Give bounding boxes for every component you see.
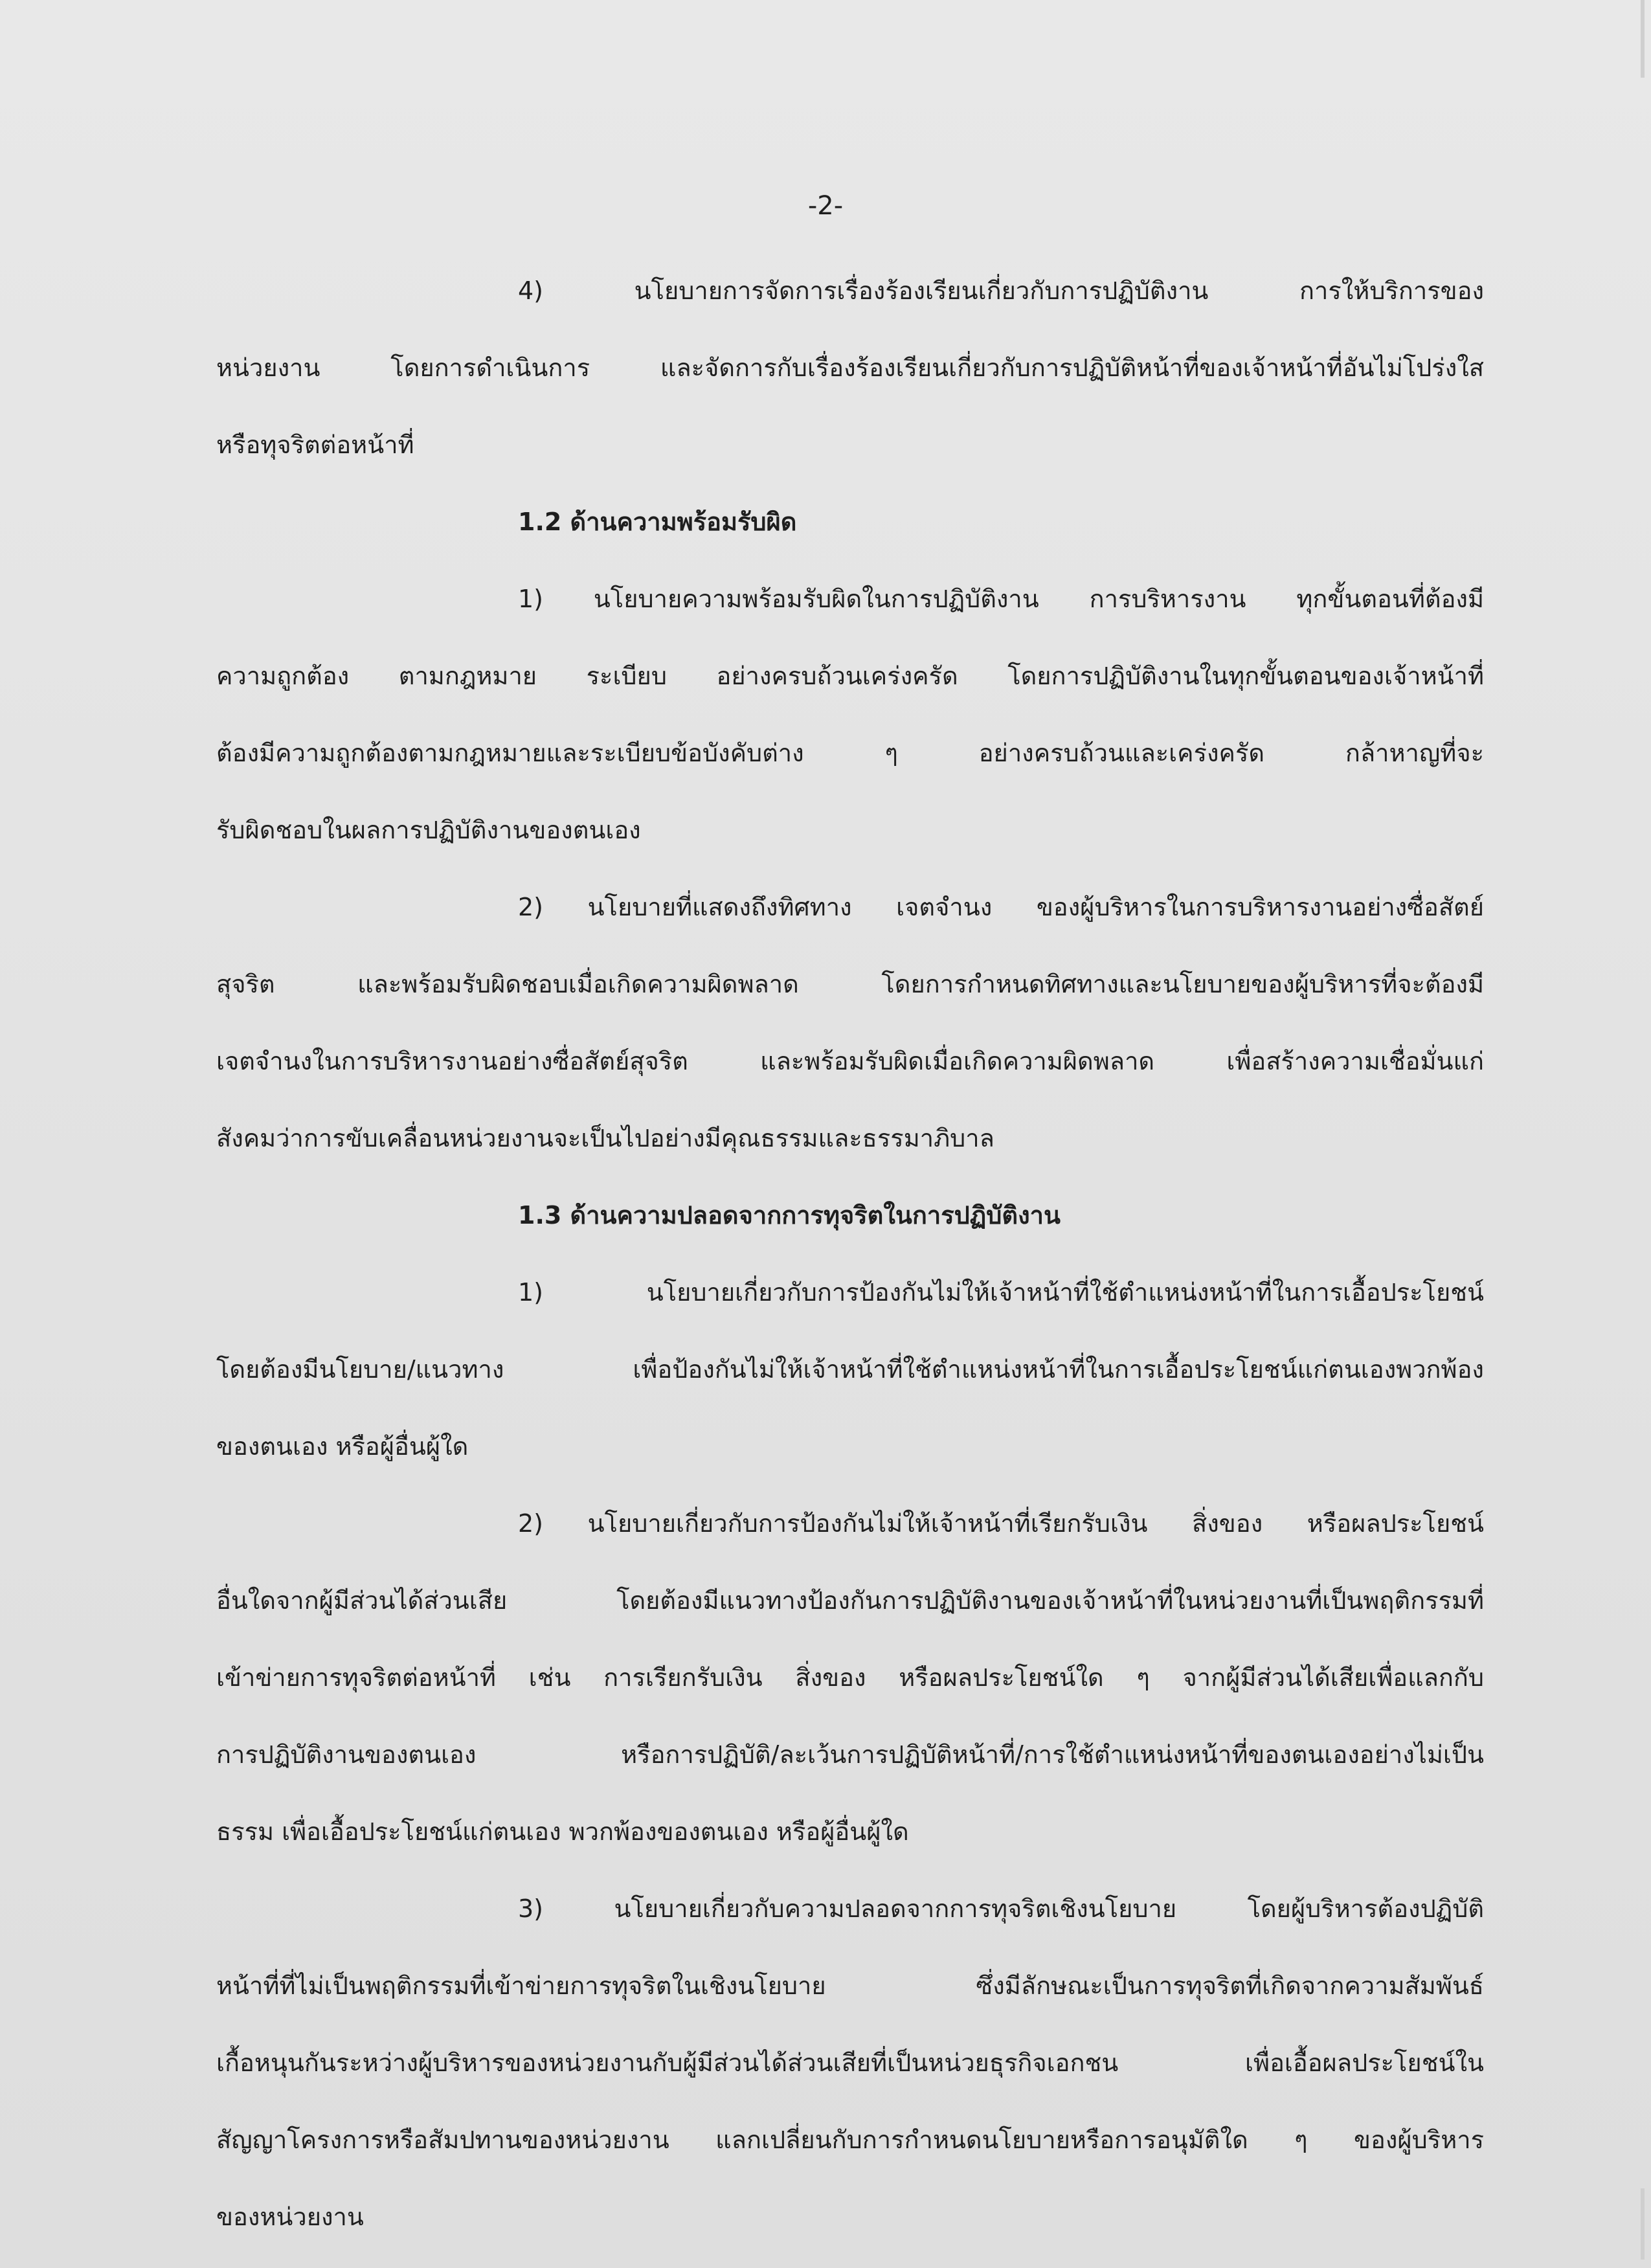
paragraph-line: 3) นโยบายเกี่ยวกับความปลอดจากการทุจริตเชิงนโยบาย โดยผู้บริหารต้องปฏิบัติ — [518, 1894, 1484, 1923]
paragraph-line: สัญญาโครงการหรือสัมปทานของหน่วยงาน แลกเปลี่ยนกับการกำหนดนโยบายหรือการอนุมัติใด ๆ ของผู้บริหาร — [216, 2126, 1484, 2154]
document-body — [216, 253, 1484, 2256]
page-number: -2- — [807, 191, 844, 221]
paragraph-line: ความถูกต้อง ตามกฎหมาย ระเบียบ อย่างครบถ้วนเคร่งครัด โดยการปฏิบัติงานในทุกขั้นตอนของเจ้าหน้าที่ — [216, 662, 1484, 690]
paragraph-line: สังคมว่าการขับเคลื่อนหน่วยงานจะเป็นไปอย่างมีคุณธรรมและธรรมาภิบาล — [216, 1124, 994, 1152]
paragraph-line: 2) นโยบายที่แสดงถึงทิศทาง เจตจำนง ของผู้บริหารในการบริหารงานอย่างซื่อสัตย์ — [518, 893, 1484, 921]
section-heading: 1.2 ด้านความพร้อมรับผิด — [518, 508, 797, 536]
paragraph-line: เข้าข่ายการทุจริตต่อหน้าที่ เช่น การเรียกรับเงิน สิ่งของ หรือผลประโยชน์ใด ๆ จากผู้มีส่วนได้เสียเพื่อแลกกับ — [216, 1663, 1484, 1692]
paragraph-line: โดยต้องมีนโยบาย/แนวทาง เพื่อป้องกันไม่ให้เจ้าหน้าที่ใช้ตำแหน่งหน้าที่ในการเอื้อประโยชน์แก่ตนเองพวกพ้อง — [216, 1355, 1484, 1384]
paragraph-line: ต้องมีความถูกต้องตามกฎหมายและระเบียบข้อบังคับต่าง ๆ อย่างครบถ้วนและเคร่งครัด กล้าหาญที่จะ — [216, 739, 1484, 767]
section-heading: 1.3 ด้านความปลอดจากการทุจริตในการปฏิบัติงาน — [518, 1201, 1061, 1229]
paragraph-line: 1) นโยบายความพร้อมรับผิดในการปฏิบัติงาน การบริหารงาน ทุกขั้นตอนที่ต้องมี — [518, 585, 1484, 613]
paragraph-line: 2) นโยบายเกี่ยวกับการป้องกันไม่ให้เจ้าหน้าที่เรียกรับเงิน สิ่งของ หรือผลประโยชน์ — [518, 1509, 1484, 1538]
paragraph-line: หน่วยงาน โดยการดำเนินการ และจัดการกับเรื่องร้องเรียนเกี่ยวกับการปฏิบัติหน้าที่ของเจ้าหน้าที่อันไม่โปร่งใส — [216, 354, 1484, 382]
paragraph-line: ธรรม เพื่อเอื้อประโยชน์แก่ตนเอง พวกพ้องของตนเอง หรือผู้อื่นผู้ใด — [216, 1817, 909, 1846]
paragraph-line: ของตนเอง หรือผู้อื่นผู้ใด — [216, 1432, 469, 1461]
paragraph-line: หน้าที่ที่ไม่เป็นพฤติกรรมที่เข้าข่ายการทุจริตในเชิงนโยบาย ซึ่งมีลักษณะเป็นการทุจริตที่เกิดจากความสัมพันธ์ — [216, 1971, 1484, 2000]
paragraph-line: การปฏิบัติงานของตนเอง หรือการปฏิบัติ/ละเว้นการปฏิบัติหน้าที่/การใช้ตำแหน่งหน้าที่ของตนเองอย่างไม่เป็น — [216, 1740, 1484, 1769]
paragraph-line: 4) นโยบายการจัดการเรื่องร้องเรียนเกี่ยวกับการปฏิบัติงาน การให้บริการของ — [518, 276, 1484, 305]
scan-edge-mark — [1641, 0, 1645, 78]
paragraph-line: รับผิดชอบในผลการปฏิบัติงานของตนเอง — [216, 816, 641, 844]
scan-edge-mark — [1641, 2188, 1645, 2260]
paragraph-line: สุจริต และพร้อมรับผิดชอบเมื่อเกิดความผิดพลาด โดยการกำหนดทิศทางและนโยบายของผู้บริหารที่จะต้องมี — [216, 970, 1484, 998]
paragraph-line: เกื้อหนุนกันระหว่างผู้บริหารของหน่วยงานกับผู้มีส่วนได้ส่วนเสียที่เป็นหน่วยธุรกิจเอกชน เพื่อเอื้อผลประโยชน์ใน — [216, 2049, 1484, 2077]
paragraph-line: เจตจำนงในการบริหารงานอย่างซื่อสัตย์สุจริต และพร้อมรับผิดเมื่อเกิดความผิดพลาด เพื่อสร้างความเชื่อมั่นแก่ — [216, 1047, 1484, 1075]
paragraph-line: หรือทุจริตต่อหน้าที่ — [216, 431, 414, 459]
paragraph-line: 1) นโยบายเกี่ยวกับการป้องกันไม่ให้เจ้าหน้าที่ใช้ตำแหน่งหน้าที่ในการเอื้อประโยชน์ — [518, 1278, 1484, 1307]
paragraph-line: ของหน่วยงาน — [216, 2203, 364, 2231]
paragraph-line: อื่นใดจากผู้มีส่วนได้ส่วนเสีย โดยต้องมีแนวทางป้องกันการปฏิบัติงานของเจ้าหน้าที่ในหน่วยงานที่เป็นพฤติกรรมที่ — [216, 1586, 1484, 1615]
